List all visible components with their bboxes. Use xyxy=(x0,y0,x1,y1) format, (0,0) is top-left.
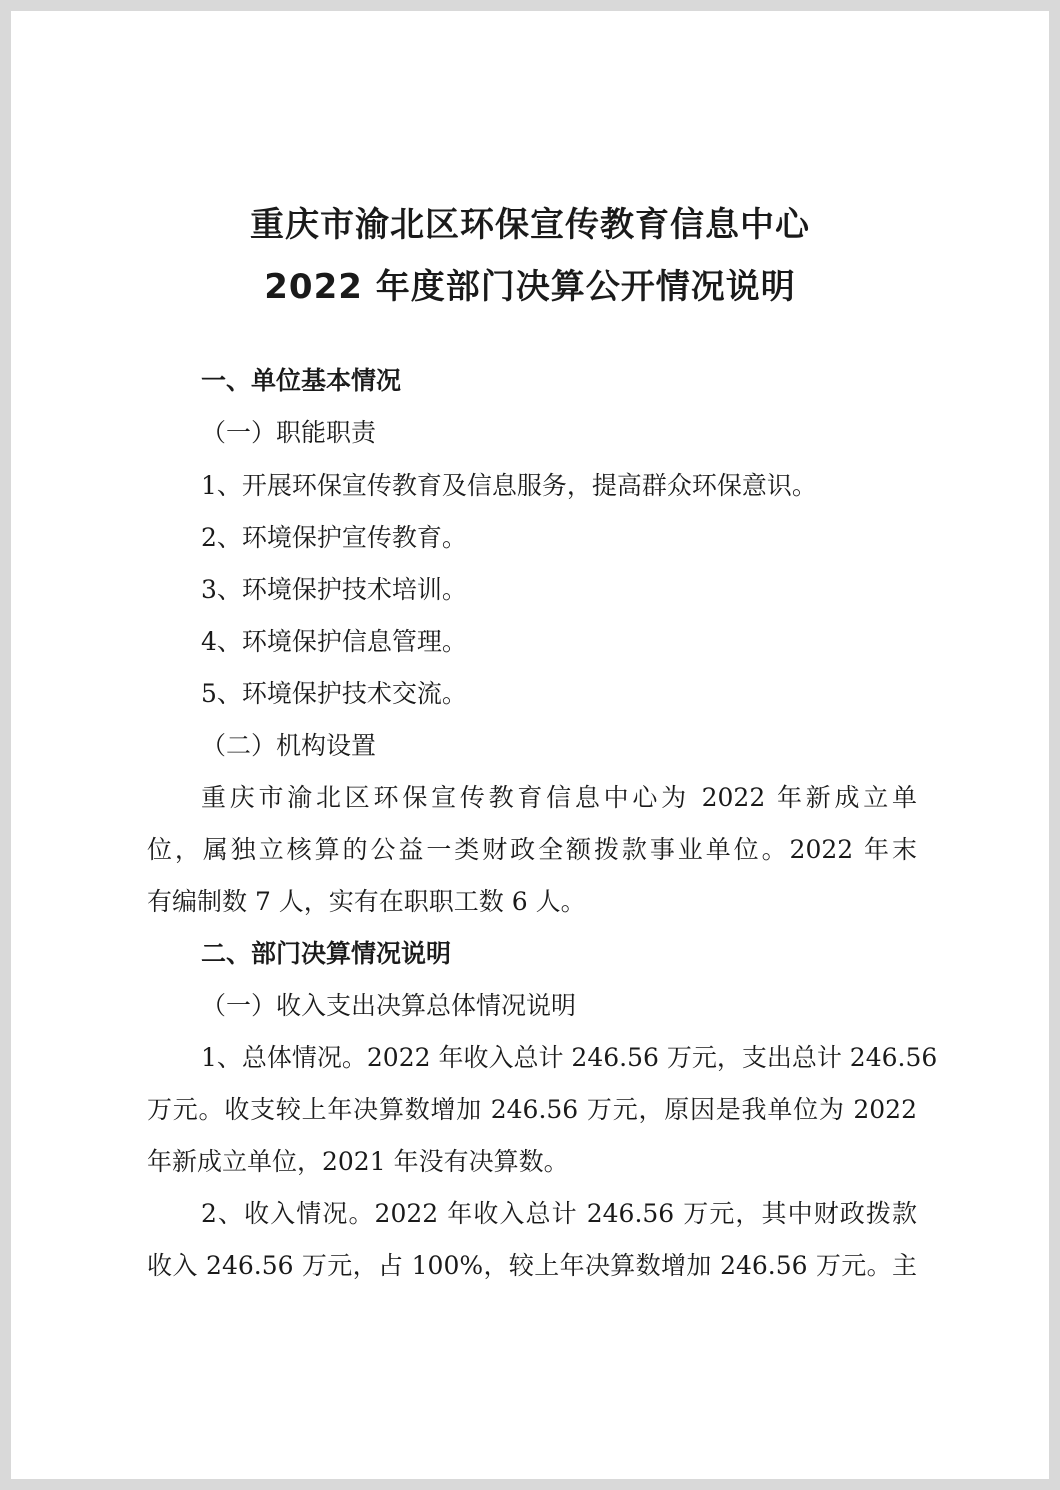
overall-paragraph-line-2: 万元。收支较上年决算数增加 246.56 万元，原因是我单位为 2022 xyxy=(147,1095,917,1124)
section-1-sub-2: （二）机构设置 xyxy=(201,731,377,760)
overall-paragraph-line-1: 1、总体情况。2022 年收入总计 246.56 万元，支出总计 246.56 xyxy=(201,1043,938,1072)
duty-item-5: 5、环境保护技术交流。 xyxy=(201,679,467,708)
document-title-line-1: 重庆市渝北区环保宣传教育信息中心 xyxy=(250,205,810,245)
duty-item-4: 4、环境保护信息管理。 xyxy=(201,627,467,656)
document-title-line-2: 2022 年度部门决算公开情况说明 xyxy=(264,267,796,307)
income-paragraph-line-1: 2、收入情况。2022 年收入总计 246.56 万元，其中财政拨款 xyxy=(201,1199,917,1228)
document-page xyxy=(11,11,1049,1479)
section-1-sub-1: （一）职能职责 xyxy=(201,418,377,447)
section-1-heading: 一、单位基本情况 xyxy=(201,366,402,395)
duty-item-1: 1、开展环保宣传教育及信息服务，提高群众环保意识。 xyxy=(201,471,817,500)
org-paragraph-line-3: 有编制数 7 人，实有在职职工数 6 人。 xyxy=(147,887,586,916)
duty-item-2: 2、环境保护宣传教育。 xyxy=(201,523,467,552)
org-paragraph-line-2: 位，属独立核算的公益一类财政全额拨款事业单位。2022 年末 xyxy=(147,835,917,864)
duty-item-3: 3、环境保护技术培训。 xyxy=(201,575,467,604)
overall-paragraph-line-3: 年新成立单位，2021 年没有决算数。 xyxy=(147,1147,569,1176)
section-2-sub-1: （一）收入支出决算总体情况说明 xyxy=(201,991,577,1020)
income-paragraph-line-2: 收入 246.56 万元，占 100%，较上年决算数增加 246.56 万元。主 xyxy=(147,1251,917,1280)
section-2-heading: 二、部门决算情况说明 xyxy=(201,939,452,968)
org-paragraph-line-1: 重庆市渝北区环保宣传教育信息中心为 2022 年新成立单 xyxy=(201,783,917,812)
